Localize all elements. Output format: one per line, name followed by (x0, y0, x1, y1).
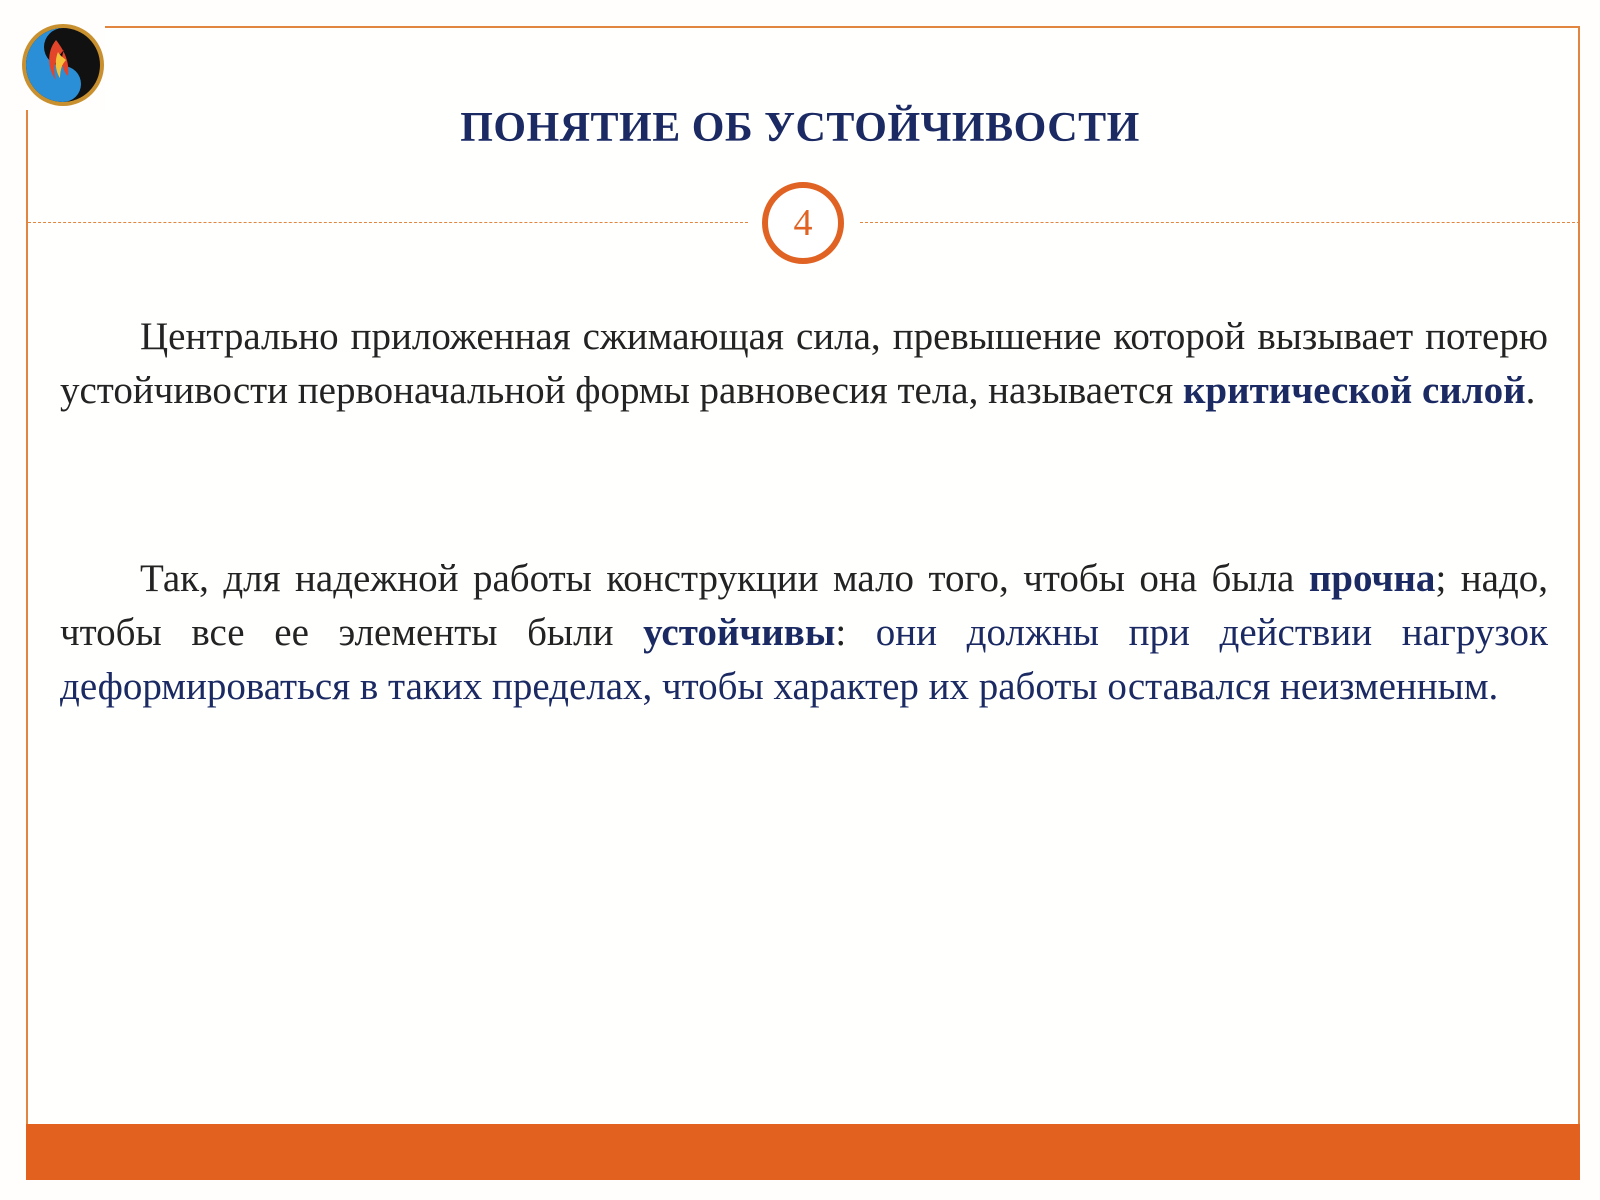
paragraph-text: Центрально приложенная сжимающая сила, превышение которой вызывает потерю устойчивости первоначальной формы равновесия тела, называется (60, 315, 1548, 412)
paragraph-explanation (60, 552, 1548, 714)
paragraph-text-mid: ; надо, чтобы все ее элементы были (60, 557, 1549, 654)
term-strong: прочна (1308, 557, 1436, 600)
paragraph-definition (60, 310, 1548, 418)
divider-right (860, 222, 1580, 223)
divider-left (28, 222, 748, 223)
paragraph-text: Так, для надежной работы конструкции мало того, чтобы она была (140, 557, 1309, 600)
paragraph-colon: : (835, 611, 847, 654)
slide-title: ПОНЯТИЕ ОБ УСТОЙЧИВОСТИ (460, 105, 1140, 151)
paragraph-period: . (1525, 369, 1536, 412)
flame-emblem-icon (20, 22, 106, 108)
term-stable: устойчивы (643, 611, 836, 654)
term-critical-force: критической силой (1182, 369, 1526, 412)
paragraph-highlight: они должны при действии нагрузок деформироваться в таких пределах, чтобы характер их работы оставался неизменным. (60, 611, 1548, 708)
page-number-badge: 4 (762, 182, 844, 264)
footer-bar (26, 1124, 1580, 1180)
